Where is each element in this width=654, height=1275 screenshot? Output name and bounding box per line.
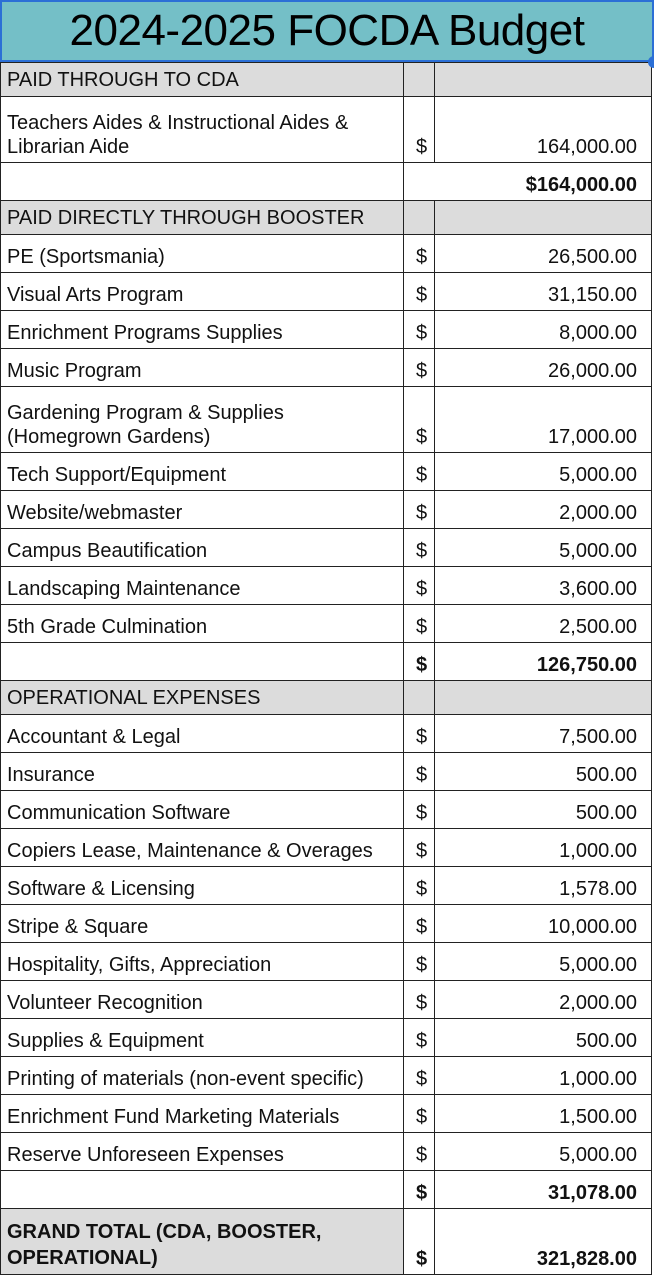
currency-symbol[interactable]: $ [404,1133,435,1171]
item-amount[interactable]: 17,000.00 [435,387,652,453]
currency-symbol[interactable]: $ [404,643,435,681]
table-row [1,453,652,491]
item-label[interactable]: Reserve Unforeseen Expenses [1,1133,404,1171]
empty-cell[interactable] [435,63,652,97]
item-amount[interactable]: 1,000.00 [435,829,652,867]
currency-symbol[interactable]: $ [404,791,435,829]
item-amount[interactable]: 500.00 [435,753,652,791]
item-amount[interactable]: 2,000.00 [435,981,652,1019]
table-row [1,567,652,605]
table-row [1,1133,652,1171]
item-amount[interactable]: 1,578.00 [435,867,652,905]
item-label[interactable]: Software & Licensing [1,867,404,905]
grand-total-label[interactable]: GRAND TOTAL (CDA, BOOSTER, OPERATIONAL) [1,1209,404,1275]
currency-symbol[interactable]: $ [404,943,435,981]
item-label[interactable]: 5th Grade Culmination [1,605,404,643]
currency-symbol[interactable]: $ [404,529,435,567]
cda-total[interactable]: $164,000.00 [404,163,652,201]
table-row [1,529,652,567]
table-row [1,349,652,387]
item-amount[interactable]: 3,600.00 [435,567,652,605]
section-header-row [1,681,652,715]
currency-symbol[interactable]: $ [404,1057,435,1095]
table-row [1,491,652,529]
item-amount[interactable]: 8,000.00 [435,311,652,349]
operational-total[interactable]: 31,078.00 [435,1171,652,1209]
currency-symbol[interactable]: $ [404,981,435,1019]
item-label[interactable]: Copiers Lease, Maintenance & Overages [1,829,404,867]
currency-symbol[interactable]: $ [404,905,435,943]
currency-symbol[interactable]: $ [404,1209,435,1275]
table-row [1,829,652,867]
selection-handle[interactable] [648,56,654,68]
item-amount[interactable]: 31,150.00 [435,273,652,311]
table-row [1,311,652,349]
currency-symbol[interactable]: $ [404,567,435,605]
item-amount[interactable]: 1,000.00 [435,1057,652,1095]
table-row [1,791,652,829]
currency-symbol[interactable]: $ [404,1095,435,1133]
empty-cell[interactable] [404,681,435,715]
item-label[interactable]: Volunteer Recognition [1,981,404,1019]
table-row [1,1095,652,1133]
section-header-operational[interactable]: OPERATIONAL EXPENSES [1,681,404,715]
item-amount[interactable]: 5,000.00 [435,943,652,981]
subtotal-row [1,1171,652,1209]
item-label[interactable]: Enrichment Programs Supplies [1,311,404,349]
item-amount[interactable]: 5,000.00 [435,529,652,567]
item-amount[interactable]: 7,500.00 [435,715,652,753]
table-row [1,753,652,791]
currency-symbol[interactable]: $ [404,311,435,349]
currency-symbol[interactable]: $ [404,867,435,905]
item-amount[interactable]: 164,000.00 [435,97,652,163]
currency-symbol[interactable]: $ [404,605,435,643]
currency-symbol[interactable]: $ [404,829,435,867]
empty-cell[interactable] [435,681,652,715]
item-amount[interactable]: 26,000.00 [435,349,652,387]
table-row [1,715,652,753]
item-amount[interactable]: 10,000.00 [435,905,652,943]
item-label[interactable]: Printing of materials (non-event specific) [1,1057,404,1095]
item-label[interactable]: Supplies & Equipment [1,1019,404,1057]
currency-symbol[interactable]: $ [404,1171,435,1209]
grand-total-row [1,1209,652,1275]
subtotal-row [1,163,652,201]
item-amount[interactable]: 2,000.00 [435,491,652,529]
table-row [1,943,652,981]
currency-symbol[interactable]: $ [404,387,435,453]
table-row [1,235,652,273]
currency-symbol[interactable]: $ [404,753,435,791]
currency-symbol[interactable]: $ [404,491,435,529]
empty-cell[interactable] [404,201,435,235]
empty-cell[interactable] [1,643,404,681]
empty-cell[interactable] [404,63,435,97]
table-row [1,1057,652,1095]
subtotal-row [1,643,652,681]
item-label[interactable]: Gardening Program & Supplies (Homegrown Gardens) [1,387,404,453]
item-label[interactable]: Landscaping Maintenance [1,567,404,605]
item-label[interactable]: Accountant & Legal [1,715,404,753]
item-label[interactable]: Communication Software [1,791,404,829]
item-amount[interactable]: 5,000.00 [435,1133,652,1171]
item-amount[interactable]: 1,500.00 [435,1095,652,1133]
item-label[interactable]: Website/webmaster [1,491,404,529]
empty-cell[interactable] [1,1171,404,1209]
item-label[interactable]: Stripe & Square [1,905,404,943]
currency-symbol[interactable]: $ [404,715,435,753]
item-label[interactable]: Campus Beautification [1,529,404,567]
item-amount[interactable]: 2,500.00 [435,605,652,643]
item-amount[interactable]: 5,000.00 [435,453,652,491]
currency-symbol[interactable]: $ [404,97,435,163]
grand-total-amount[interactable]: 321,828.00 [435,1209,652,1275]
table-row [1,387,652,453]
item-amount[interactable]: 500.00 [435,791,652,829]
item-amount[interactable]: 26,500.00 [435,235,652,273]
section-header-row [1,201,652,235]
currency-symbol[interactable]: $ [404,349,435,387]
table-row [1,97,652,163]
item-label[interactable]: Insurance [1,753,404,791]
currency-symbol[interactable]: $ [404,273,435,311]
booster-total[interactable]: 126,750.00 [435,643,652,681]
empty-cell[interactable] [1,163,404,201]
item-amount[interactable]: 500.00 [435,1019,652,1057]
section-header-cda[interactable]: PAID THROUGH TO CDA [1,63,404,97]
item-label[interactable]: Teachers Aides & Instructional Aides & Librarian Aide [1,97,404,163]
table-row [1,867,652,905]
item-label[interactable]: Visual Arts Program [1,273,404,311]
currency-symbol[interactable]: $ [404,453,435,491]
table-row [1,1019,652,1057]
sheet-title-cell[interactable] [0,0,654,62]
sheet-title: 2024-2025 FOCDA Budget [69,6,585,55]
budget-table [0,62,652,1275]
section-header-booster[interactable]: PAID DIRECTLY THROUGH BOOSTER [1,201,404,235]
item-label[interactable]: Enrichment Fund Marketing Materials [1,1095,404,1133]
currency-symbol[interactable]: $ [404,1019,435,1057]
item-label[interactable]: PE (Sportsmania) [1,235,404,273]
item-label[interactable]: Hospitality, Gifts, Appreciation [1,943,404,981]
section-header-row [1,63,652,97]
currency-symbol[interactable]: $ [404,235,435,273]
item-label[interactable]: Tech Support/Equipment [1,453,404,491]
item-label[interactable]: Music Program [1,349,404,387]
table-row [1,273,652,311]
table-row [1,605,652,643]
empty-cell[interactable] [435,201,652,235]
table-row [1,905,652,943]
table-row [1,981,652,1019]
